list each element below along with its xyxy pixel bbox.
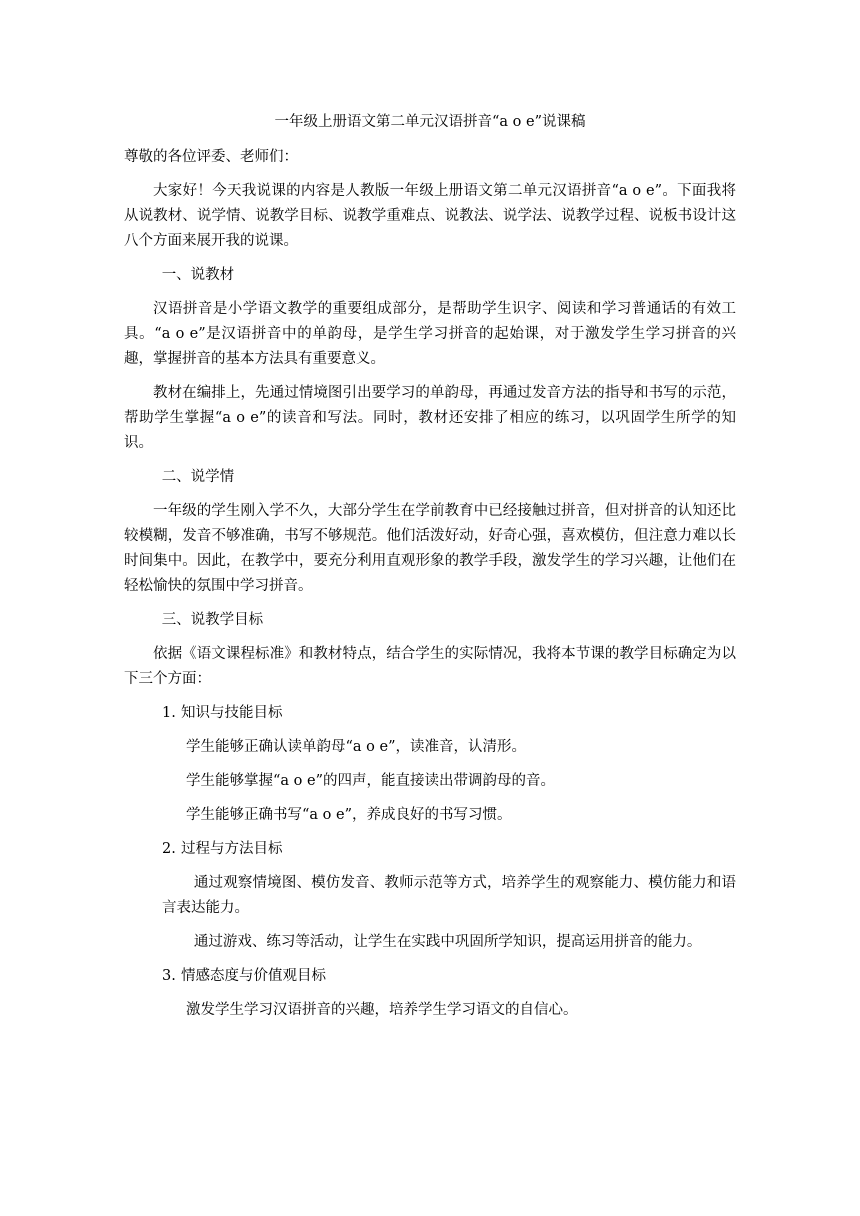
goal-item: 学生能够掌握“a o e”的四声，能直接读出带调韵母的音。 (186, 773, 555, 789)
goal-number: 1. (162, 705, 176, 721)
section-heading-textbook: 一、说教材 (161, 267, 235, 283)
goal-item: 学生能够正确书写“a o e”，养成良好的书写习惯。 (186, 807, 512, 823)
section-heading-learners: 二、说学情 (161, 469, 235, 485)
goal-title: 过程与方法目标 (181, 841, 283, 857)
document-title: 一年级上册语文第二单元汉语拼音“a o e”说课稿 (274, 114, 586, 130)
goal-item: 激发学生学习汉语拼音的兴趣，培养学生学习语文的自信心。 (186, 1002, 578, 1018)
paragraph: 汉语拼音是小学语文教学的重要组成部分，是帮助学生识字、阅读和学习普通话的有效工具。“a o e”是汉语拼音中的单韵母，是学生学习拼音的起始课，对于激发学生学习拼音的兴趣，掌握拼音的基本方法具有重要意义。 (124, 301, 736, 367)
goal-item: 通过观察情境图、模仿发音、教师示范等方式，培养学生的观察能力、模仿能力和语言表达能力。 (162, 875, 736, 916)
paragraph: 依据《语文课程标准》和教材特点，结合学生的实际情况，我将本节课的教学目标确定为以下三个方面： (124, 646, 736, 687)
section-heading-goals: 三、说教学目标 (161, 612, 264, 628)
goal-number: 3. (162, 968, 176, 984)
paragraph: 一年级的学生刚入学不久，大部分学生在学前教育中已经接触过拼音，但对拼音的认知还比较模糊，发音不够准确，书写不够规范。他们活泼好动，好奇心强，喜欢模仿，但注意力难以长时间集中。因此，在教学中，要充分利用直观形象的教学手段，激发学生的学习兴趣，让他们在轻松愉快的氛围中学习拼音。 (124, 503, 736, 594)
goal-number: 2. (162, 841, 176, 857)
intro-paragraph: 大家好！今天我说课的内容是人教版一年级上册语文第二单元汉语拼音“a o e”。下面我将从说教材、说学情、说教学目标、说教学重难点、说教法、说学法、说教学过程、说板书设计这八个方面来展开我的说课。 (124, 183, 736, 249)
goal-heading-process (124, 837, 736, 862)
goal-title: 知识与技能目标 (181, 705, 283, 721)
goal-item: 学生能够正确认读单韵母“a o e”，读准音，认清形。 (186, 739, 526, 755)
document-body (124, 145, 736, 1032)
goal-title: 情感态度与价值观目标 (181, 968, 326, 984)
greeting: 尊敬的各位评委、老师们： (124, 149, 298, 165)
goal-item: 通过游戏、练习等活动，让学生在实践中巩固所学知识，提高运用拼音的能力。 (193, 934, 702, 950)
paragraph: 教材在编排上，先通过情境图引出要学习的单韵母，再通过发音方法的指导和书写的示范，帮助学生掌握“a o e”的读音和写法。同时，教材还安排了相应的练习，以巩固学生所学的知识。 (124, 385, 736, 451)
goal-heading-attitude (124, 964, 736, 989)
goal-heading-knowledge (124, 701, 736, 726)
